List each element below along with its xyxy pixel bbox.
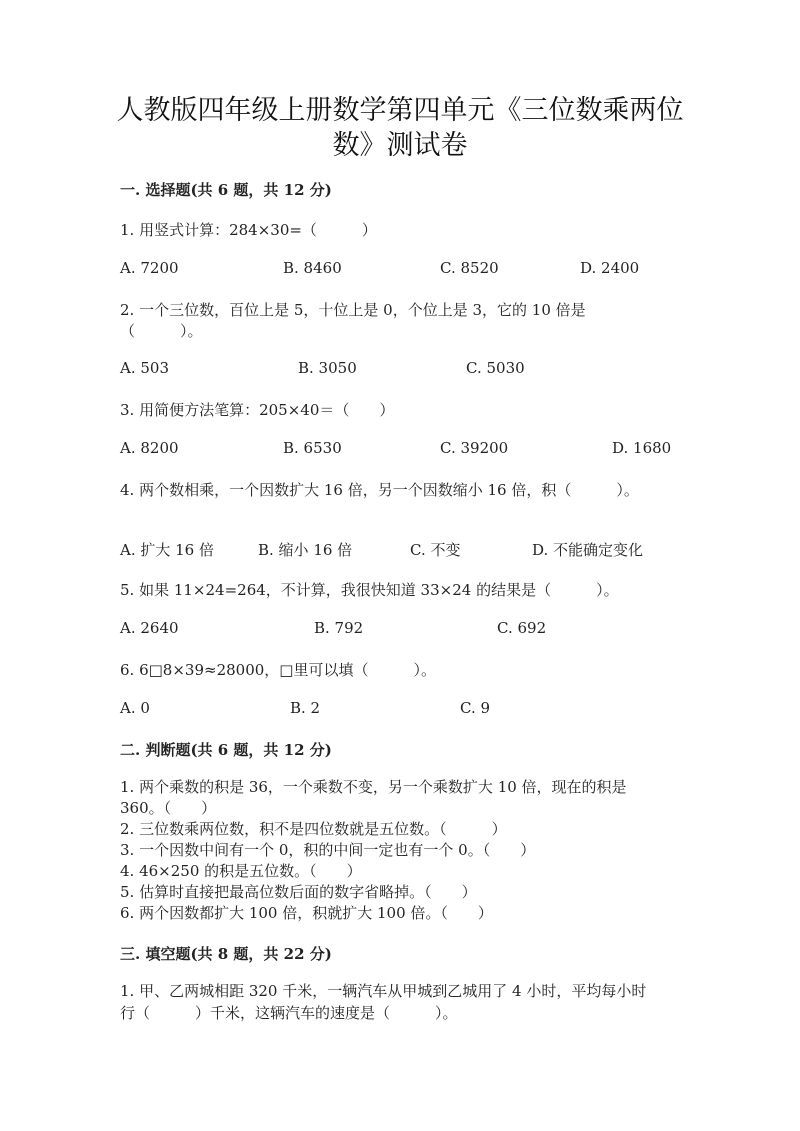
question-1: 1. 用竖式计算：284×30=（ ） (120, 221, 377, 239)
option-c: C. 8520 (440, 259, 499, 277)
question-5: 5. 如果 11×24=264，不计算，我很快知道 33×24 的结果是（ ）。 (120, 581, 619, 599)
option-b: B. 3050 (298, 359, 357, 377)
question-3: 3. 用简便方法笔算：205×40＝（ ） (120, 401, 395, 419)
option-c: C. 不变 (410, 541, 461, 559)
option-b: B. 2 (290, 699, 321, 717)
option-b: B. 8460 (283, 259, 342, 277)
option-c: C. 9 (460, 699, 491, 717)
question-6: 6. 6□8×39≈28000，□里可以填（ ）。 (120, 661, 436, 679)
page-title-line-1: 人教版四年级上册数学第四单元《三位数乘两位 (116, 95, 684, 126)
option-a: A. 扩大 16 倍 (120, 541, 214, 559)
judgment-line: 3. 一个因数中间有一个 0，积的中间一定也有一个 0。（ ） (120, 841, 536, 859)
option-b: B. 792 (314, 619, 364, 637)
judgment-line: 5. 估算时直接把最高位数后面的数字省略掉。（ ） (120, 883, 477, 901)
option-a: A. 8200 (120, 439, 179, 457)
option-c: C. 5030 (466, 359, 525, 377)
option-d: D. 不能确定变化 (532, 541, 644, 559)
page-title-line-2: 数》测试卷 (332, 130, 468, 161)
section-heading-choice: 一. 选择题(共 6 题，共 12 分) (120, 181, 332, 199)
question-2-line-1: 2. 一个三位数，百位上是 5，十位上是 0，个位上是 3，它的 10 倍是 (120, 301, 586, 319)
option-a: A. 7200 (120, 259, 179, 277)
option-a: A. 2640 (120, 619, 179, 637)
question-2-line-2: （ ）。 (120, 322, 203, 340)
judgment-line: 360。（ ） (120, 799, 217, 817)
section-heading-judgment: 二. 判断题(共 6 题，共 12 分) (120, 741, 332, 759)
section-heading-fill-blank: 三. 填空题(共 8 题，共 22 分) (120, 945, 332, 963)
judgment-line: 4. 46×250 的积是五位数。（ ） (120, 862, 362, 880)
option-b: B. 缩小 16 倍 (258, 541, 353, 559)
option-d: D. 2400 (580, 259, 640, 277)
option-a: A. 503 (120, 359, 169, 377)
option-d: D. 1680 (612, 439, 672, 457)
fill-blank-line: 行（ ）千米，这辆汽车的速度是（ ）。 (120, 1004, 458, 1022)
option-c: C. 39200 (440, 439, 509, 457)
option-c: C. 692 (497, 619, 547, 637)
fill-blank-line: 1. 甲、乙两城相距 320 千米，一辆汽车从甲城到乙城用了 4 小时，平均每小时 (120, 982, 647, 1000)
judgment-line: 6. 两个因数都扩大 100 倍，积就扩大 100 倍。（ ） (120, 904, 493, 922)
judgment-line: 2. 三位数乘两位数，积不是四位数就是五位数。（ ） (120, 820, 507, 838)
judgment-line: 1. 两个乘数的积是 36，一个乘数不变，另一个乘数扩大 10 倍，现在的积是 (120, 778, 627, 796)
question-4: 4. 两个数相乘，一个因数扩大 16 倍，另一个因数缩小 16 倍，积（ ）。 (120, 481, 639, 499)
option-b: B. 6530 (283, 439, 342, 457)
option-a: A. 0 (120, 699, 150, 717)
